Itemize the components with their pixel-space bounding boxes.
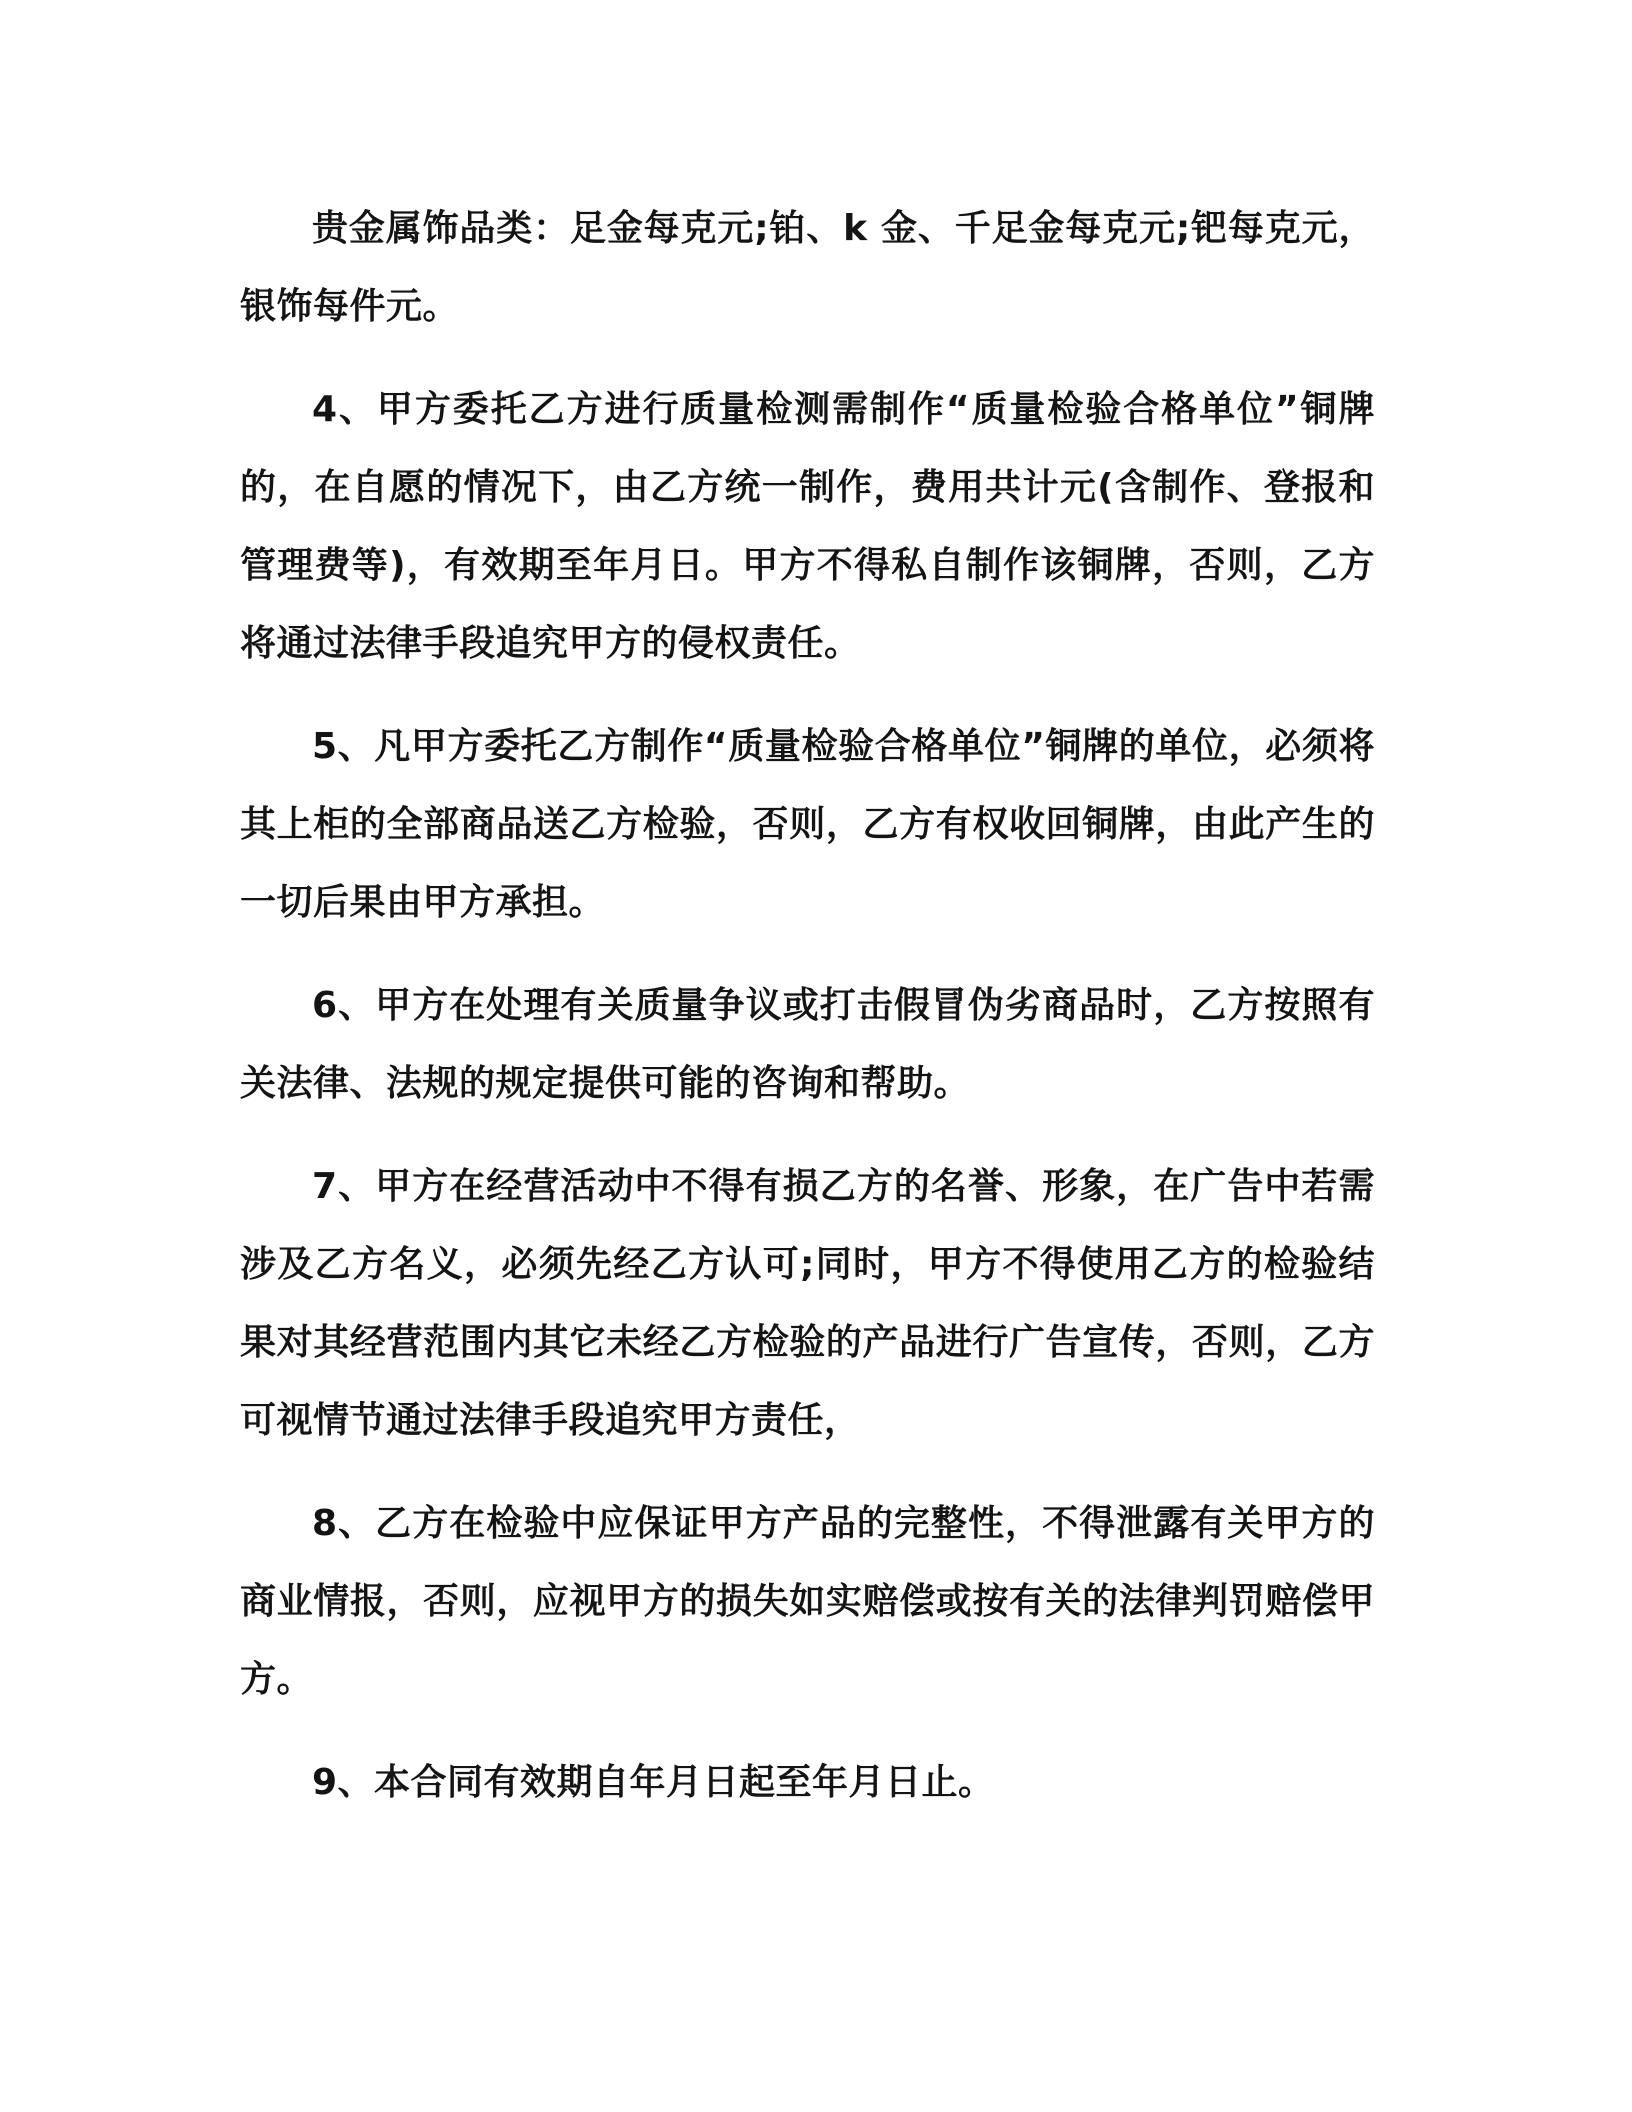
paragraph-clause-9: 9、本合同有效期自年月日起至年月日止。 <box>312 1762 995 1803</box>
paragraph-clause-8: 8、乙方在检验中应保证甲方产品的完整性，不得泄露有关甲方的商业情报，否则，应视甲方的损失如实赔偿或按有关的法律判罚赔偿甲方。 <box>240 1503 1375 1700</box>
document-body <box>240 190 1375 1822</box>
paragraph-clause-7: 7、甲方在经营活动中不得有损乙方的名誉、形象，在广告中若需涉及乙方名义，必须先经乙方认可;同时，甲方不得使用乙方的检验结果对其经营范围内其它未经乙方检验的产品进行广告宣传，否则，乙方可视情节通过法律手段追究甲方责任， <box>240 1166 1375 1441</box>
paragraph-clause-6: 6、甲方在处理有关质量争议或打击假冒伪劣商品时，乙方按照有关法律、法规的规定提供可能的咨询和帮助。 <box>240 985 1375 1104</box>
paragraph-clause-5: 5、凡甲方委托乙方制作“质量检验合格单位”铜牌的单位，必须将其上柜的全部商品送乙方检验，否则，乙方有权收回铜牌，由此产生的一切后果由甲方承担。 <box>240 726 1375 923</box>
paragraph-precious-metal-fees: 贵金属饰品类：足金每克元;铂、k 金、千足金每克元;钯每克元，银饰每件元。 <box>240 208 1375 327</box>
paragraph-clause-4: 4、甲方委托乙方进行质量检测需制作“质量检验合格单位”铜牌的，在自愿的情况下，由乙方统一制作，费用共计元(含制作、登报和管理费等)，有效期至年月日。甲方不得私自制作该铜牌，否则，乙方将通过法律手段追究甲方的侵权责任。 <box>240 389 1375 664</box>
